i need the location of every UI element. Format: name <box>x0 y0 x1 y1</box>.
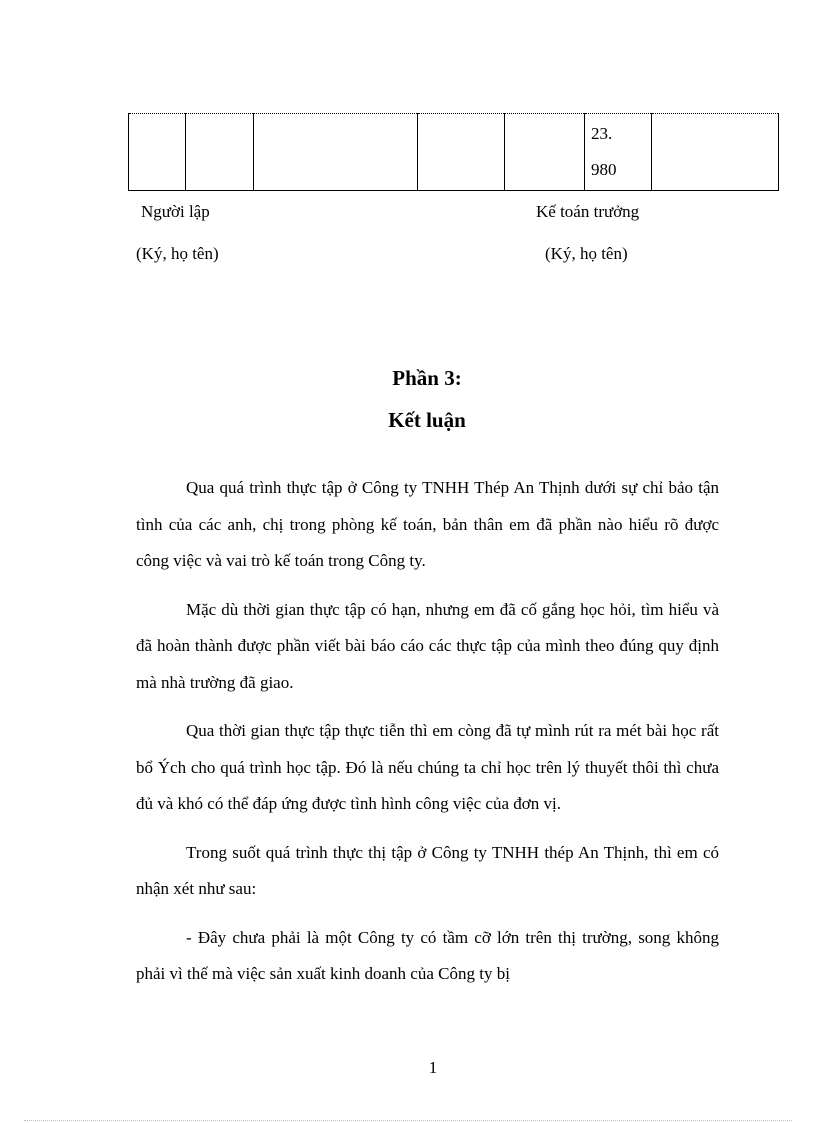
table-cell <box>505 114 585 191</box>
table-cell <box>418 114 505 191</box>
table-cell <box>254 114 418 191</box>
page-number: 1 <box>428 1058 438 1077</box>
preparer-title: Người lập <box>141 202 210 221</box>
accountant-note: (Ký, họ tên) <box>545 244 628 263</box>
table-cell <box>129 114 186 191</box>
part-label: Phần 3: <box>392 366 462 390</box>
paragraph: Qua quá trình thực tập ở Công ty TNHH Thép An Thịnh dưới sự chỉ bảo tận tình của các anh, chị trong phòng kế toán, bản thân em đã phần nào hiểu rõ được công việc và vai trò kế toán trong Công ty. <box>136 478 719 570</box>
amount-line-2: 980 <box>591 160 617 179</box>
body-text <box>136 470 719 1005</box>
section-title: Kết luận <box>388 408 466 432</box>
paragraph: - Đây chưa phải là một Công ty có tầm cỡ lớn trên thị trường, song không phải vì thế mà việc sản xuất kinh doanh của Công ty bị <box>136 927 719 983</box>
paragraph: Trong suốt quá trình thực thị tập ở Công ty TNHH thép An Thịnh, thì em có nhận xét như sau: <box>136 842 719 898</box>
paragraph: Qua thời gian thực tập thực tiễn thì em còng đã tự mình rút ra mét bài học rất bổ Ých cho quá trình học tập. Đó là nếu chúng ta chỉ học trên lý thuyết thôi thì chưa đủ và khó có thể đáp ứng được tình hình công việc của đơn vị. <box>136 721 719 813</box>
data-table <box>128 113 779 191</box>
table-row <box>129 114 779 191</box>
preparer-note: (Ký, họ tên) <box>136 244 219 263</box>
paragraph: Mặc dù thời gian thực tập có hạn, nhưng em đã cố gắng học hỏi, tìm hiểu và đã hoàn thành được phần viết bài báo cáo các thực tập của mình theo đúng quy định mà nhà trường đã giao. <box>136 599 719 692</box>
amount-line-1: 23. <box>591 124 613 143</box>
page-bottom-divider <box>24 1120 792 1121</box>
table-cell <box>186 114 254 191</box>
table-cell <box>652 114 779 191</box>
table-cell-amount <box>585 114 652 191</box>
accountant-title: Kế toán trưởng <box>536 202 640 221</box>
